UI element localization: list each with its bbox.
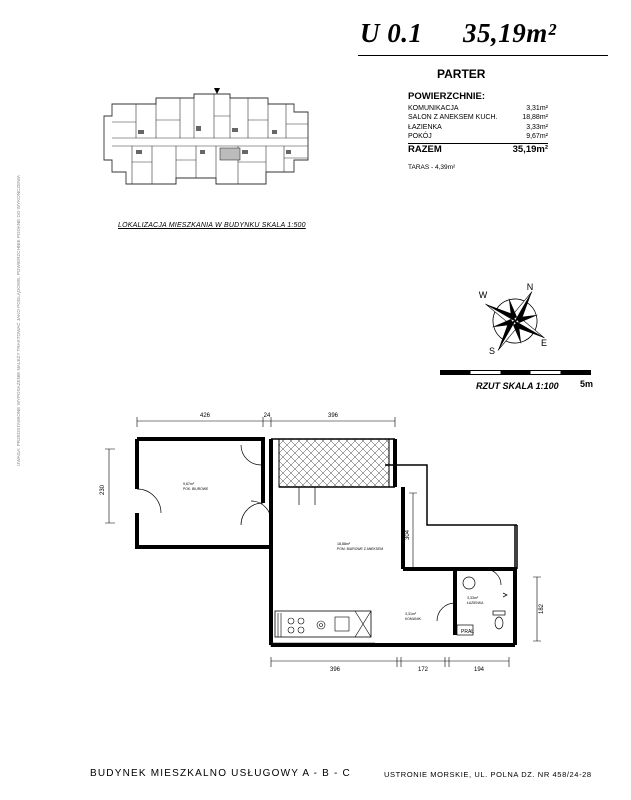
footer-address: USTRONIE MORSKIE, UL. POLNA DZ. NR 458/24-28 xyxy=(384,770,592,779)
room-name: KOMUNIK. xyxy=(405,617,422,621)
terrace-area: TARAS - 4,39m² xyxy=(408,164,456,171)
dim-top-3: 396 xyxy=(327,413,339,419)
area-row-label: ŁAZIENKA xyxy=(408,123,442,131)
room-name: POM. BIUROWE Z ANEKSEM xyxy=(337,547,384,551)
compass-w: W xyxy=(478,290,488,300)
dim-left: 230 xyxy=(100,484,106,496)
dim-bottom-1: 396 xyxy=(329,667,341,673)
dim-right: 182 xyxy=(539,603,545,615)
areas-table xyxy=(408,92,548,155)
floor-label: PARTER xyxy=(437,67,486,81)
unit-code: U 0.1 xyxy=(360,18,423,48)
scale-bar xyxy=(440,368,600,378)
dim-bottom-2: 172 xyxy=(417,667,429,673)
location-caption: LOKALIZACJA MIESZKANIA W BUDYNKU SKALA 1:500 xyxy=(118,222,306,229)
room-name: POK. BIUROWE xyxy=(183,487,209,491)
title-underline xyxy=(358,55,608,56)
dim-bottom-3: 194 xyxy=(473,667,485,673)
unit-area: 35,19m² xyxy=(463,18,557,48)
area-total-label: RAZEM xyxy=(408,143,442,155)
area-row-value: 9,67m² xyxy=(526,133,548,141)
area-row xyxy=(408,123,548,133)
side-note: UWAGA: PRZEDSTAWIONE WYPOSAŻENIE NALEŻY TRAKTOWAĆ JAKO POGLĄDOWE, POWIERZCHNIE PODANE DO WYKOŃCZENIA xyxy=(16,175,21,466)
compass-n: N xyxy=(526,282,534,292)
building-location-plan xyxy=(96,86,326,192)
area-row xyxy=(408,132,548,142)
room-name: ŁAZIENKA xyxy=(467,601,484,605)
dim-mid: 304 xyxy=(405,529,411,541)
area-row-value: 3,33m² xyxy=(526,123,548,131)
area-row xyxy=(408,113,548,123)
footer-building: BUDYNEK MIESZKALNO USŁUGOWY A - B - C xyxy=(90,768,351,779)
compass-e: E xyxy=(540,338,548,348)
dim-top-1: 426 xyxy=(199,413,211,419)
area-row-label: POKÓJ xyxy=(408,133,432,141)
room-area: 3,31m² xyxy=(405,612,417,616)
area-row-label: KOMUNIKACJA xyxy=(408,104,459,112)
room-area: 9,67m² xyxy=(183,482,195,486)
area-row-value: 3,31m² xyxy=(526,104,548,112)
unit-title xyxy=(360,18,600,49)
scale-caption: RZUT SKALA 1:100 xyxy=(476,381,559,391)
room-area: 18,88m² xyxy=(337,542,351,546)
area-row xyxy=(408,104,548,114)
area-row-value: 18,88m² xyxy=(522,114,548,122)
compass-rose-icon xyxy=(470,276,560,366)
compass-s: S xyxy=(488,346,496,356)
scale-end-label: 5m xyxy=(580,379,594,389)
area-total-row xyxy=(408,143,548,155)
area-total-value: 35,19m² xyxy=(512,143,548,155)
room-area: 3,33m² xyxy=(467,596,479,600)
laundry-label: PRAL xyxy=(461,629,475,635)
areas-header: POWIERZCHNIE: xyxy=(408,91,486,102)
dim-top-2: 24 xyxy=(263,413,271,419)
floor-plan xyxy=(95,405,555,685)
area-row-label: SALON Z ANEKSEM KUCH. xyxy=(408,114,498,122)
